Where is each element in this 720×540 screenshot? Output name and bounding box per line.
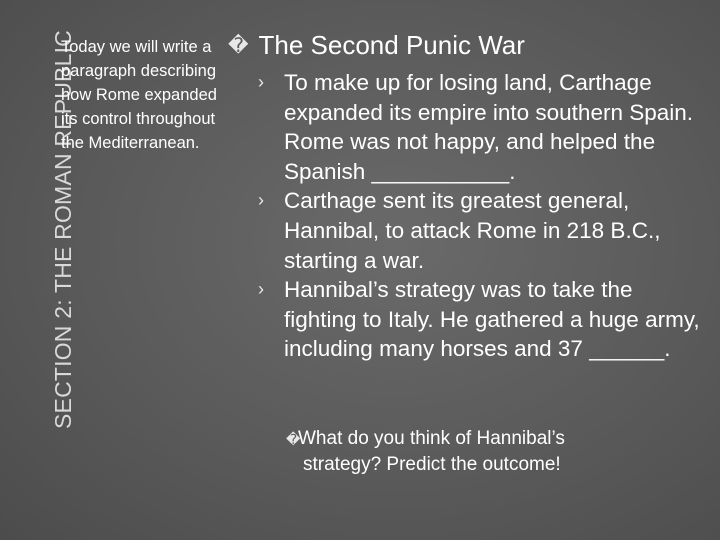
bullet-icon: � [228, 34, 249, 57]
bullet-text: Carthage sent its greatest general, Hannibal, to attack Rome in 218 B.C., starting a war. [284, 188, 661, 273]
chevron-right-icon: › [258, 279, 264, 300]
chevron-right-icon: › [258, 72, 264, 92]
chevron-right-icon: › [258, 190, 264, 211]
question-line-2: strategy? Predict the outcome! [303, 454, 561, 475]
heading-row [228, 28, 525, 62]
slide-heading: The Second Punic War [258, 29, 525, 60]
list-item [258, 275, 708, 364]
bullet-list [258, 68, 708, 364]
discussion-question [286, 426, 666, 477]
objective-note: Today we will write a paragraph describing how Rome expanded its control throughout the Mediterranean. [61, 38, 217, 152]
list-item [258, 186, 708, 275]
question-line-1: What do you think of Hannibal’s [298, 428, 565, 449]
bullet-text: Hannibal’s strategy was to take the fighting to Italy. He gathered a huge army, including many horses and 37 ______. [284, 277, 700, 362]
bullet-icon: � [286, 431, 301, 447]
section-title: SECTION 2: THE ROMAN REPUBLIC [50, 30, 76, 430]
bullet-text: To make up for losing land, Carthage expanded its empire into southern Spain. Rome was not happy, and helped the Spanish ___________. [284, 70, 694, 184]
list-item [258, 68, 708, 186]
